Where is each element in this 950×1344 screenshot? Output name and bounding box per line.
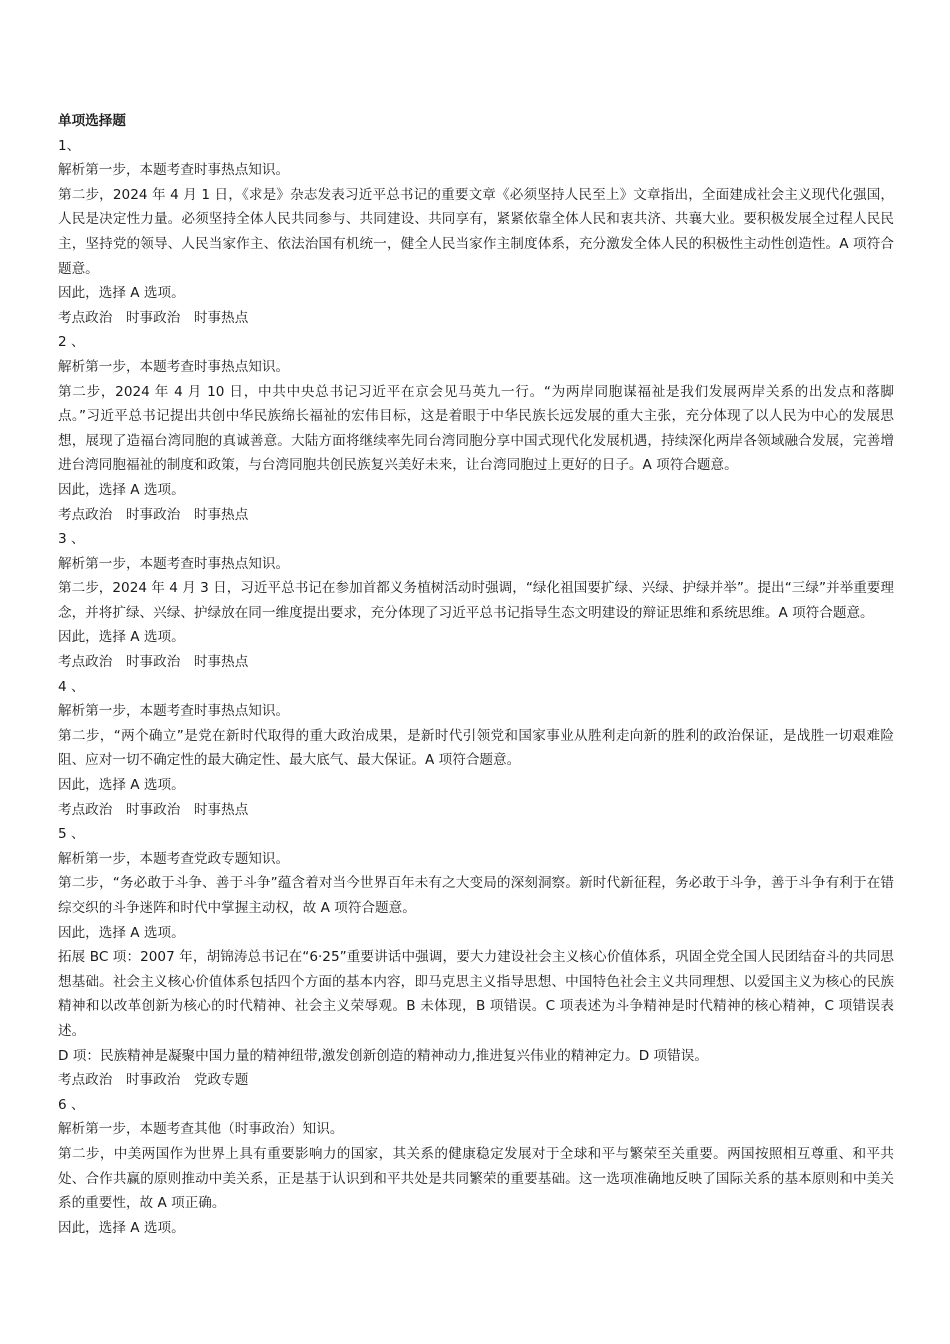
answer-item bbox=[58, 1093, 894, 1241]
document-page bbox=[58, 109, 894, 1240]
answer-conclusion: 因此，选择 A 选项。 bbox=[58, 285, 185, 302]
extension-d: D 项：民族精神是凝聚中国力量的精神纽带,激发创新创造的精神动力,推进复兴伟业的精神定力。D 项错误。 bbox=[58, 1047, 708, 1064]
answer-conclusion: 因此，选择 A 选项。 bbox=[58, 1219, 185, 1236]
analysis-step-one: 解析第一步，本题考查其他（时事政治）知识。 bbox=[58, 1121, 344, 1138]
answer-conclusion: 因此，选择 A 选项。 bbox=[58, 629, 185, 646]
question-number: 5 、 bbox=[58, 826, 85, 843]
answer-item bbox=[58, 822, 894, 1093]
answer-conclusion: 因此，选择 A 选项。 bbox=[58, 777, 185, 794]
knowledge-tags: 考点政治 时事政治 时事热点 bbox=[58, 506, 249, 523]
knowledge-tags: 考点政治 时事政治 党政专题 bbox=[58, 1072, 249, 1089]
question-number: 3 、 bbox=[58, 531, 85, 548]
analysis-step-one: 解析第一步，本题考查时事热点知识。 bbox=[58, 703, 290, 720]
section-heading: 单项选择题 bbox=[58, 113, 126, 129]
answer-conclusion: 因此，选择 A 选项。 bbox=[58, 924, 185, 941]
question-number: 2 、 bbox=[58, 334, 85, 351]
analysis-step-two: 第二步，2024 年 4 月 3 日，习近平总书记在参加首都义务植树活动时强调，“绿化祖国要扩绿、兴绿、护绿并举”。提出“三绿”并举重要理念，并将扩绿、兴绿、护绿放在同一维度提出要求，充分体现了习近平总书记指导生态文明建设的辩证思维和系统思维。A 项符合题意。 bbox=[58, 580, 894, 621]
extension-bc: 拓展 BC 项：2007 年，胡锦涛总书记在“6·25”重要讲话中强调，要大力建设社会主义核心价值体系，巩固全党全国人民团结奋斗的共同思想基础。社会主义核心价值体系包括四个方面的基本内容，即马克思主义指导思想、中国特色社会主义共同理想、以爱国主义为核心的民族精神和以改革创新为核心的时代精神、社会主义荣辱观。B 未体现，B 项错误。C 项表述为斗争精神是时代精神的核心精神，C 项错误表述。 bbox=[58, 949, 894, 1039]
analysis-step-two: 第二步，“务必敢于斗争、善于斗争”蕴含着对当今世界百年未有之大变局的深刻洞察。新时代新征程，务必敢于斗争，善于斗争有利于在错综交织的斗争迷阵和时代中掌握主动权，故 A 项符合题意。 bbox=[58, 875, 894, 916]
analysis-step-two: 第二步，“两个确立”是党在新时代取得的重大政治成果，是新时代引领党和国家事业从胜利走向新的胜利的政治保证，是战胜一切艰难险阻、应对一切不确定性的最大确定性、最大底气、最大保证。A 项符合题意。 bbox=[58, 727, 894, 769]
answer-item bbox=[58, 134, 894, 331]
analysis-step-one: 解析第一步，本题考查时事热点知识。 bbox=[58, 358, 290, 375]
question-number: 1、 bbox=[58, 137, 81, 154]
answer-item bbox=[58, 330, 894, 527]
knowledge-tags: 考点政治 时事政治 时事热点 bbox=[58, 309, 249, 326]
question-number: 6 、 bbox=[58, 1096, 85, 1113]
answer-item bbox=[58, 675, 894, 823]
knowledge-tags: 考点政治 时事政治 时事热点 bbox=[58, 801, 249, 818]
answer-conclusion: 因此，选择 A 选项。 bbox=[58, 481, 185, 498]
analysis-step-one: 解析第一步，本题考查党政专题知识。 bbox=[58, 850, 290, 867]
knowledge-tags: 考点政治 时事政治 时事热点 bbox=[58, 654, 249, 671]
analysis-step-one: 解析第一步，本题考查时事热点知识。 bbox=[58, 162, 290, 179]
analysis-step-two: 第二步，2024 年 4 月 1 日，《求是》杂志发表习近平总书记的重要文章《必须坚持人民至上》文章指出，全面建成社会主义现代化强国，人民是决定性力量。必须坚持全体人民共同参与、共同建设、共同享有，紧紧依靠全体人民和衷共济、共襄大业。要积极发展全过程人民民主，坚持党的领导、人民当家作主、依法治国有机统一，健全人民当家作主制度体系，充分激发全体人民的积极性主动性创造性。A 项符合题意。 bbox=[58, 186, 894, 277]
analysis-step-two: 第二步，2024 年 4 月 10 日，中共中央总书记习近平在京会见马英九一行。“为两岸同胞谋福祉是我们发展两岸关系的出发点和落脚点。”习近平总书记提出共创中华民族绵长福祉的宏伟目标，这是着眼于中华民族长远发展的重大主张，充分体现了以人民为中心的发展思想，展现了造福台湾同胞的真诚善意。大陆方面将继续率先同台湾同胞分享中国式现代化发展机遇，持续深化两岸各领域融合发展，完善增进台湾同胞福祉的制度和政策，与台湾同胞共创民族复兴美好未来，让台湾同胞过上更好的日子。A 项符合题意。 bbox=[58, 383, 894, 474]
analysis-step-two: 第二步，中美两国作为世界上具有重要影响力的国家，其关系的健康稳定发展对于全球和平与繁荣至关重要。两国按照相互尊重、和平共处、合作共赢的原则推动中美关系，正是基于认识到和平共处是共同繁荣的重要基础。这一选项准确地反映了国际关系的基本原则和中美关系的重要性，故 A 项正确。 bbox=[58, 1145, 894, 1212]
analysis-step-one: 解析第一步，本题考查时事热点知识。 bbox=[58, 555, 290, 572]
question-number: 4 、 bbox=[58, 678, 85, 695]
answer-item bbox=[58, 527, 894, 675]
